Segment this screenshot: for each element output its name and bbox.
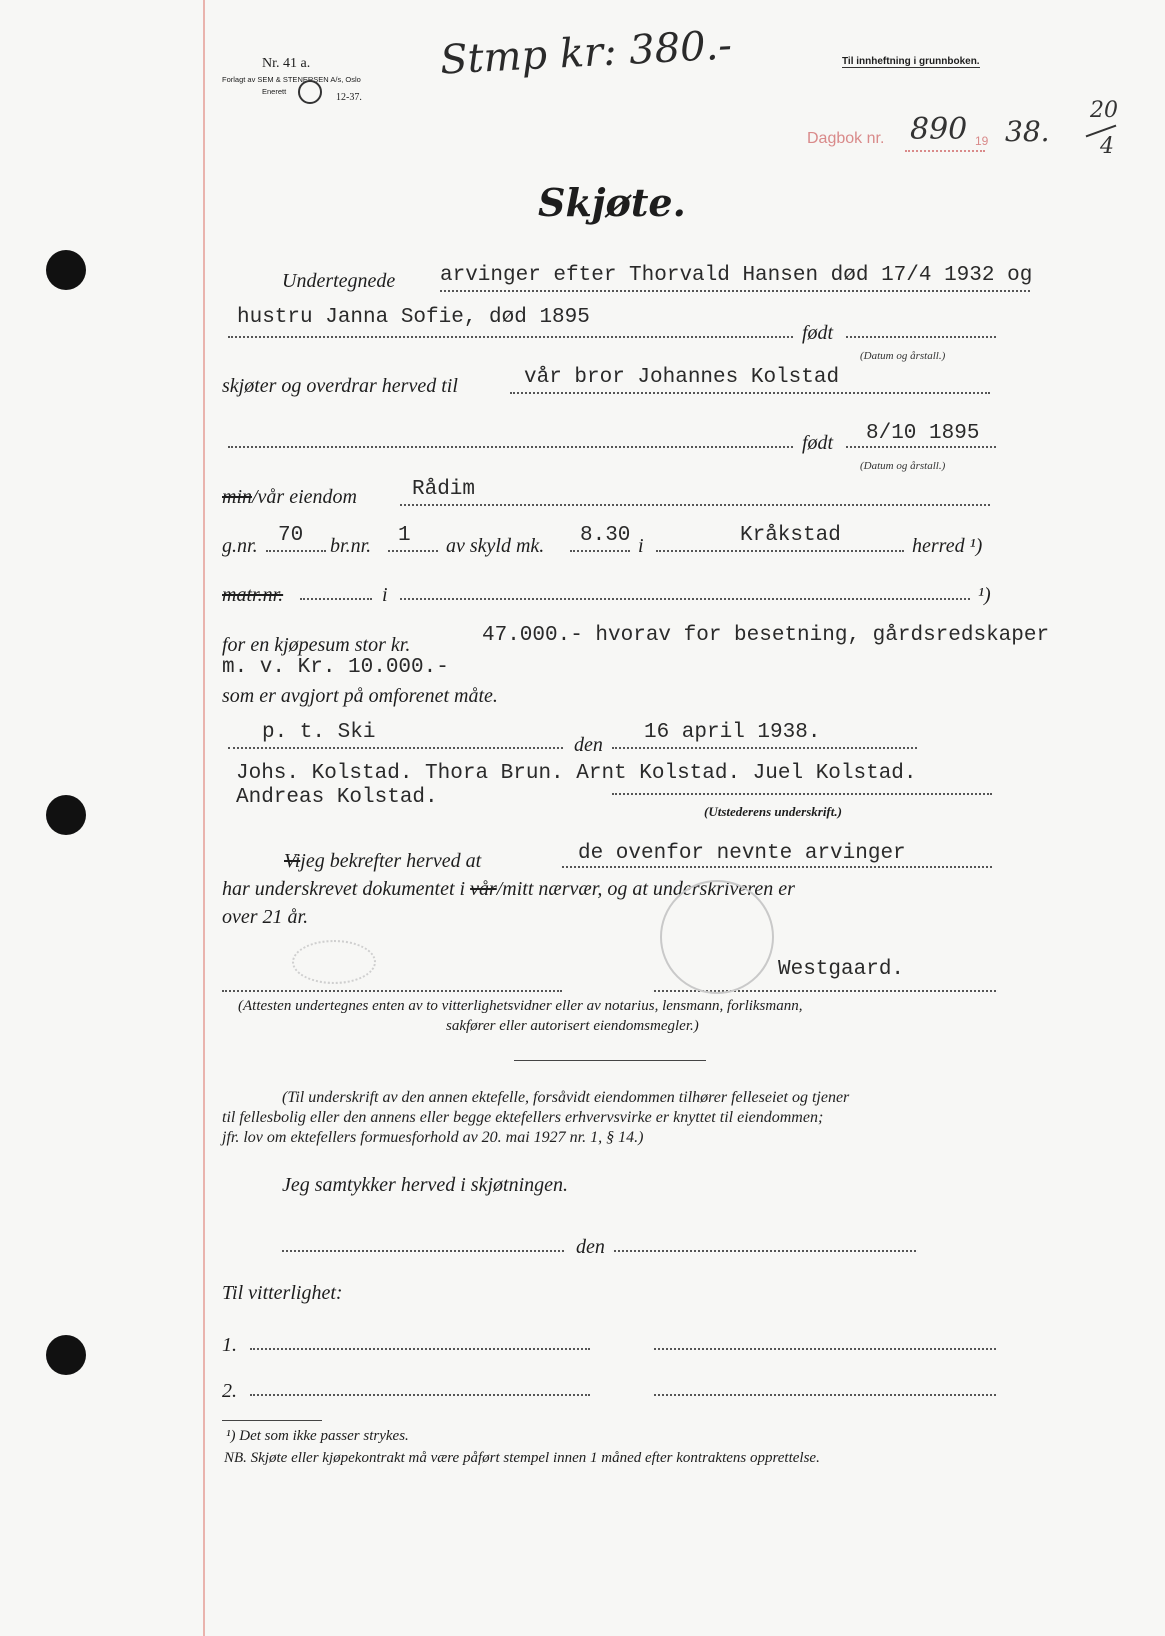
bnr-label: br.nr. bbox=[330, 535, 372, 557]
punch-hole bbox=[46, 250, 86, 290]
signature-caption: (Utstederens underskrift.) bbox=[704, 804, 842, 819]
bnr-value: 1 bbox=[398, 524, 411, 547]
gnr-label: g.nr. bbox=[222, 535, 258, 557]
punch-hole bbox=[46, 1335, 86, 1375]
dagbok-year: 38. bbox=[1005, 115, 1050, 148]
buyer-birthdate: 8/10 1895 bbox=[866, 422, 980, 445]
spouse-place-dotline bbox=[282, 1250, 564, 1252]
witness-2-right-dotline bbox=[654, 1394, 996, 1396]
dagbok-year-prefix: 19 bbox=[975, 134, 989, 148]
matr-dotline bbox=[300, 598, 372, 600]
faint-stamp bbox=[660, 880, 774, 994]
matr-label: matr.nr. bbox=[222, 584, 284, 606]
price-label: for en kjøpesum stor kr. bbox=[222, 634, 411, 656]
sellers-datum-hint: (Datum og årstall.) bbox=[860, 350, 946, 362]
buyer-name: vår bror Johannes Kolstad bbox=[524, 366, 840, 389]
price-line-2: m. v. Kr. 10.000.- bbox=[222, 656, 449, 679]
property-label: /vår eiendom bbox=[252, 486, 357, 508]
matr-kommune-dotline bbox=[400, 598, 970, 600]
attest-text: jeg bekrefter herved at bbox=[300, 850, 482, 872]
dagbok-dotline bbox=[905, 150, 985, 152]
witness-1-right-dotline bbox=[654, 1348, 996, 1350]
sellers-dotline-1 bbox=[440, 290, 1030, 292]
matr-i: i bbox=[382, 584, 388, 606]
publisher-logo-icon bbox=[298, 80, 322, 104]
faint-stamp bbox=[292, 940, 376, 984]
spouse-note-1: (Til underskrift av den annen ektefelle, forsåvidt eiendommen tilhører felleseiet og tjener bbox=[282, 1089, 850, 1106]
skyld-value: 8.30 bbox=[580, 524, 631, 547]
witness-2-label: 2. bbox=[222, 1380, 237, 1402]
publisher-enerett: Enerett bbox=[262, 87, 287, 96]
matr-footnote: ¹) bbox=[978, 584, 991, 606]
signing-date: 16 april 1938. bbox=[644, 721, 821, 744]
sellers-label: Undertegnede bbox=[282, 270, 396, 292]
document-title: Skjøte. bbox=[538, 180, 686, 225]
spouse-den-label: den bbox=[576, 1236, 605, 1258]
bnr-dotline bbox=[388, 550, 438, 552]
witnesses-label: Til vitterlighet: bbox=[222, 1282, 343, 1304]
section-divider bbox=[514, 1060, 706, 1061]
spouse-consent: Jeg samtykker herved i skjøtningen. bbox=[282, 1174, 569, 1196]
sellers-dotline-2 bbox=[228, 336, 793, 338]
punch-hole bbox=[46, 795, 86, 835]
gnr-dotline bbox=[266, 550, 326, 552]
attest-line-2-struck: vår bbox=[470, 878, 497, 900]
margin-line bbox=[203, 0, 205, 1636]
buyer-label: skjøter og overdrar herved til bbox=[222, 375, 458, 397]
dagbok-label: Dagbok nr. bbox=[807, 130, 885, 147]
dagbok-date-day: 20 bbox=[1090, 98, 1118, 123]
handwritten-stamp-fee: Stmp kr: 380.- bbox=[438, 22, 733, 84]
witness-name: Westgaard. bbox=[778, 958, 905, 981]
publisher-date: 12-37. bbox=[336, 92, 362, 103]
signature-dotline bbox=[612, 793, 992, 795]
skyld-label: av skyld mk. bbox=[446, 535, 545, 557]
buyer-fodt-label: født bbox=[802, 432, 834, 454]
witness-2-dotline bbox=[250, 1394, 590, 1396]
sellers-line-2: hustru Janna Sofie, død 1895 bbox=[237, 306, 590, 329]
property-label-struck: min bbox=[222, 486, 252, 508]
signatures-line-1: Johs. Kolstad. Thora Brun. Arnt Kolstad. Juel Kolstad. bbox=[236, 762, 917, 785]
attest-line-3: over 21 år. bbox=[222, 906, 309, 928]
spouse-note-2: til fellesbolig eller den annens eller begge ektefellers erhvervsvirke er knyttet til eiendommen; bbox=[222, 1109, 824, 1126]
publisher-line: Forlagt av SEM & STENERSEN A/s, Oslo bbox=[222, 75, 361, 84]
footnote-1: ¹) Det som ikke passer strykes. bbox=[226, 1428, 409, 1444]
date-den-label: den bbox=[574, 734, 603, 756]
place-dotline bbox=[228, 747, 563, 749]
spouse-date-dotline bbox=[614, 1250, 916, 1252]
witness-1-dotline bbox=[250, 1348, 590, 1350]
attest-who: de ovenfor nevnte arvinger bbox=[578, 842, 906, 865]
attest-dotline bbox=[562, 866, 992, 868]
witness-1-label: 1. bbox=[222, 1334, 237, 1356]
date-dotline bbox=[612, 747, 917, 749]
buyer-dotline bbox=[510, 392, 990, 394]
spouse-note-3: jfr. lov om ektefellers formuesforhold av 20. mai 1927 nr. 1, § 14.) bbox=[222, 1129, 644, 1146]
dagbok-number: 890 bbox=[910, 112, 968, 147]
signing-place: p. t. Ski bbox=[262, 721, 376, 744]
attest-note-2: sakfører eller autorisert eiendomsmegler.) bbox=[446, 1018, 699, 1034]
sellers-fodt-label: født bbox=[802, 322, 834, 344]
buyer-fodt-dotline bbox=[846, 446, 996, 448]
attest-line-2-rest: /mitt nærvær, og at underskriveren er bbox=[496, 878, 795, 900]
price-line-1: 47.000.- hvorav for besetning, gårdsredskaper bbox=[482, 624, 1050, 647]
attest-note-1: (Attesten undertegnes enten av to vitterlighetsvidner eller av notarius, lensmann, forliksmann, bbox=[238, 998, 803, 1014]
signatures-line-2: Andreas Kolstad. bbox=[236, 786, 438, 809]
footnote-nb: NB. Skjøte eller kjøpekontrakt må være påført stempel innen 1 måned efter kontraktens opprettelse. bbox=[224, 1450, 820, 1466]
buyer-datum-hint: (Datum og årstall.) bbox=[860, 460, 946, 472]
footnote-rule bbox=[222, 1420, 322, 1421]
dagbok-date-month: 4 bbox=[1100, 134, 1114, 159]
skyld-dotline bbox=[570, 550, 630, 552]
price-settled: som er avgjort på omforenet måte. bbox=[222, 685, 498, 707]
sellers-line-1: arvinger efter Thorvald Hansen død 17/4 1932 og bbox=[440, 264, 1033, 287]
grunnbok-label: Til innheftning i grunnboken. bbox=[842, 56, 980, 67]
skyld-i-label: i bbox=[638, 535, 644, 557]
witness-dotline-left bbox=[222, 990, 562, 992]
property-dotline bbox=[400, 504, 990, 506]
herred-label: herred ¹) bbox=[912, 535, 983, 557]
buyer-dotline-2 bbox=[228, 446, 793, 448]
property-name: Rådim bbox=[412, 478, 476, 501]
gnr-value: 70 bbox=[278, 524, 304, 547]
herred-dotline bbox=[656, 550, 904, 552]
sellers-fodt-dotline bbox=[846, 336, 996, 338]
form-number: Nr. 41 a. bbox=[262, 56, 311, 71]
herred-value: Kråkstad bbox=[740, 524, 841, 547]
attest-line-2: har underskrevet dokumentet i bbox=[222, 878, 466, 900]
attest-prefix-struck: Vi bbox=[284, 850, 301, 872]
